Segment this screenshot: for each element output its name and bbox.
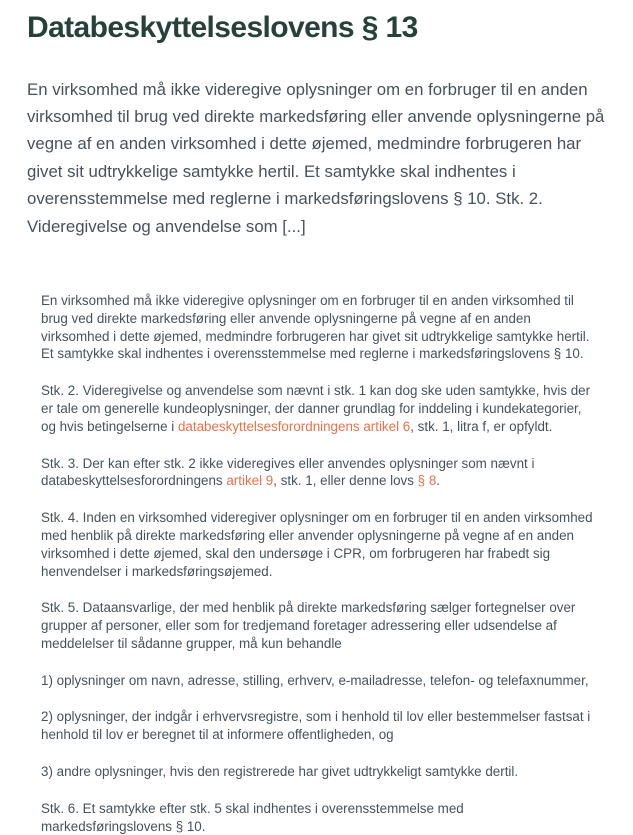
- law-paragraph: 3) andre oplysninger, hvis den registrerede har givet udtrykkeligt samtykke dertil.: [41, 764, 519, 780]
- law-paragraph: Stk. 2. Videregivelse og anvendelse som nævnt i stk. 1 kan dog ske uden samtykke, hvis der er tale om generelle kundeoplysninger, der danner grundlag for inddeling i kundekategorier, og hvis betingelserne i databeskyttelsesforordningens artikel 6, stk. 1, litra f, er opfyldt.: [41, 383, 591, 434]
- law-reference-link[interactable]: § 8: [417, 473, 437, 489]
- intro-paragraph: En virksomhed må ikke videregive oplysninger om en forbruger til en anden virksomhed til brug ved direkte markedsføring eller anvende oplysningerne på vegne af en anden virksomhed i dette øjemed, medmindre forbrugeren har givet sit udtrykkelige samtykke hertil. Et samtykke skal indhentes i overensstemmelse med reglerne i markedsføringslovens § 10. Stk. 2. Videregivelse og anvendelse som [...]: [27, 79, 605, 236]
- law-reference-link[interactable]: artikel 9: [226, 473, 274, 489]
- law-paragraph: Stk. 3. Der kan efter stk. 2 ikke videregives eller anvendes oplysninger som nævnt i databeskyttelsesforordningens artikel 9, stk. 1, eller denne lovs § 8.: [41, 455, 535, 489]
- law-text-block: [41, 292, 595, 835]
- law-paragraph: En virksomhed må ikke videregive oplysninger om en forbruger til en anden virksomhed til brug ved direkte markedsføring eller anvende oplysningerne på vegne af en anden virksomhed i dette øjemed, medmindre forbrugeren har givet sit udtrykkelige samtykke hertil. Et samtykke skal indhentes i overensstemmelse med reglerne i markedsføringslovens § 10.: [41, 292, 590, 362]
- law-paragraph: Stk. 4. Inden en virksomhed videregiver oplysninger om en forbruger til en anden virksomhed med henblik på direkte markedsføring eller anvender oplysningerne på vegne af en anden virksomhed i dette øjemed, skal den undersøge i CPR, om forbrugeren har frabedt sig henvendelser i markedsføringsøjemed.: [41, 510, 593, 579]
- page-title: Databeskyttelseslovens § 13: [27, 11, 418, 44]
- law-paragraph: Stk. 5. Dataansvarlige, der med henblik på direkte markedsføring sælger fortegnelser over grupper af personer, eller som for tredjemand foretager adressering eller udsendelse af meddelelser til sådanne grupper, må kun behandle: [41, 600, 576, 651]
- law-paragraph: 1) oplysninger om navn, adresse, stilling, erhverv, e-mailadresse, telefon- og telefaxnummer,: [41, 672, 589, 688]
- law-paragraph: 2) oplysninger, der indgår i erhvervsregistre, som i henhold til lov eller bestemmelser fastsat i henhold til lov er beregnet til at informere offentligheden, og: [41, 709, 591, 743]
- law-paragraph: Stk. 6. Et samtykke efter stk. 5 skal indhentes i overensstemmelse med markedsføringslovens § 10.: [41, 800, 464, 834]
- law-reference-link[interactable]: databeskyttelsesforordningens artikel 6: [177, 418, 411, 434]
